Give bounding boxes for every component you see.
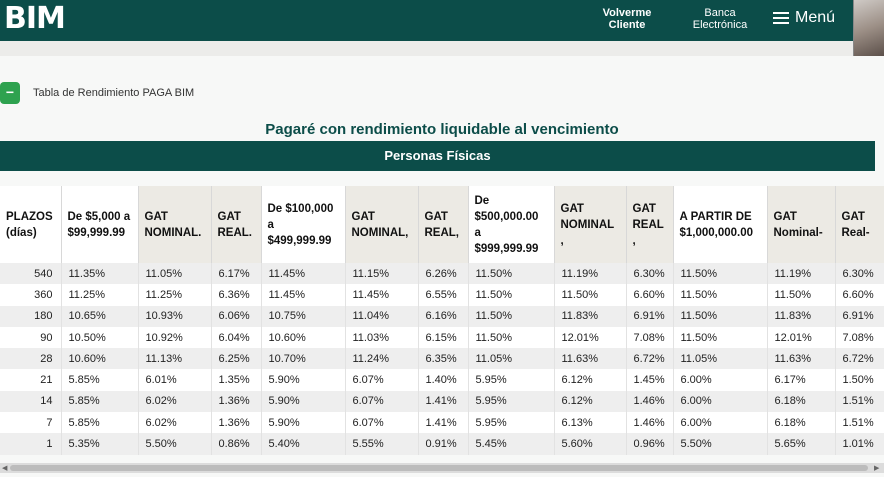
nav-banca-electronica[interactable]	[688, 7, 752, 31]
table-cell: 6.07%	[345, 369, 418, 390]
table-cell: 6.17%	[767, 369, 835, 390]
accordion-collapse-button[interactable]	[0, 82, 20, 104]
table-cell: 1.51%	[835, 412, 884, 433]
table-cell: 6.16%	[418, 306, 468, 327]
nav-volverme-cliente[interactable]	[597, 7, 657, 31]
table-cell: 6.00%	[673, 412, 767, 433]
table-cell: 11.24%	[345, 348, 418, 369]
header-gat-nominal-2: GAT NOMINAL,	[345, 186, 418, 263]
table-cell: 5.85%	[61, 412, 138, 433]
table-cell: 11.50%	[468, 263, 554, 284]
table-cell: 6.26%	[418, 263, 468, 284]
table-cell: 0.91%	[418, 433, 468, 454]
table-cell: 6.60%	[626, 284, 673, 305]
cell-plazo: 14	[0, 391, 61, 412]
table-row	[0, 433, 884, 454]
table-cell: 11.15%	[345, 263, 418, 284]
table-cell: 11.35%	[61, 263, 138, 284]
table-cell: 5.95%	[468, 391, 554, 412]
table-cell: 6.25%	[211, 348, 261, 369]
table-cell: 11.13%	[138, 348, 211, 369]
table-cell: 5.50%	[138, 433, 211, 454]
table-cell: 6.36%	[211, 284, 261, 305]
scroll-left-icon[interactable]: ◀	[2, 465, 8, 472]
table-cell: 10.65%	[61, 306, 138, 327]
table-row	[0, 412, 884, 433]
table-cell: 1.46%	[626, 391, 673, 412]
table-cell: 6.18%	[767, 391, 835, 412]
table-cell: 11.05%	[673, 348, 767, 369]
table-cell: 1.01%	[835, 433, 884, 454]
table-cell: 11.45%	[261, 263, 345, 284]
cell-plazo: 540	[0, 263, 61, 284]
minus-icon: −	[5, 84, 15, 100]
table-cell: 11.45%	[345, 284, 418, 305]
table-cell: 1.46%	[626, 412, 673, 433]
header-tier-1: De $5,000 a $99,999.99	[61, 186, 138, 263]
table-cell: 11.63%	[767, 348, 835, 369]
table-row	[0, 327, 884, 348]
table-cell: 1.40%	[418, 369, 468, 390]
bim-logo[interactable]	[4, 3, 65, 35]
table-cell: 11.50%	[767, 284, 835, 305]
table-cell: 11.50%	[554, 284, 626, 305]
page-title: Pagaré con rendimiento liquidable al vencimiento	[265, 121, 619, 138]
nav-volverme-cliente-label: Volverme Cliente	[602, 7, 652, 31]
table-row	[0, 306, 884, 327]
cell-plazo: 360	[0, 284, 61, 305]
table-cell: 7.08%	[835, 327, 884, 348]
webcam-overlay	[853, 0, 884, 57]
table-cell: 11.50%	[673, 284, 767, 305]
table-cell: 6.17%	[211, 263, 261, 284]
table-cell: 11.50%	[673, 327, 767, 348]
yield-table	[0, 186, 884, 455]
scrollbar-thumb[interactable]	[10, 465, 868, 471]
table-cell: 11.05%	[138, 263, 211, 284]
table-row	[0, 263, 884, 284]
table-row	[0, 284, 884, 305]
table-cell: 1.41%	[418, 391, 468, 412]
header-gat-nominal-1: GAT NOMINAL.	[138, 186, 211, 263]
table-cell: 6.18%	[767, 412, 835, 433]
header-gat-nominal-3: GAT NOMINAL ,	[554, 186, 626, 263]
table-row	[0, 391, 884, 412]
header-tier-3: De $500,000.00 a $999,999.99	[468, 186, 554, 263]
table-cell: 11.50%	[673, 306, 767, 327]
table-cell: 6.55%	[418, 284, 468, 305]
table-cell: 11.50%	[468, 306, 554, 327]
table-cell: 6.00%	[673, 369, 767, 390]
table-cell: 6.02%	[138, 391, 211, 412]
table-cell: 10.92%	[138, 327, 211, 348]
table-cell: 5.85%	[61, 391, 138, 412]
table-cell: 12.01%	[554, 327, 626, 348]
table-cell: 5.55%	[345, 433, 418, 454]
table-cell: 11.19%	[554, 263, 626, 284]
table-cell: 6.01%	[138, 369, 211, 390]
cell-plazo: 90	[0, 327, 61, 348]
section-band: Personas Físicas	[0, 141, 875, 171]
table-cell: 6.04%	[211, 327, 261, 348]
cell-plazo: 28	[0, 348, 61, 369]
table-cell: 11.25%	[138, 284, 211, 305]
cell-plazo: 180	[0, 306, 61, 327]
table-cell: 1.41%	[418, 412, 468, 433]
table-cell: 11.19%	[767, 263, 835, 284]
header-gat-real-3: GAT REAL ,	[626, 186, 673, 263]
table-cell: 11.63%	[554, 348, 626, 369]
table-cell: 5.90%	[261, 391, 345, 412]
table-cell: 10.75%	[261, 306, 345, 327]
table-header-row	[0, 186, 884, 263]
table-cell: 5.45%	[468, 433, 554, 454]
table-cell: 5.50%	[673, 433, 767, 454]
table-cell: 7.08%	[626, 327, 673, 348]
header-divider-strip	[0, 41, 853, 56]
table-cell: 5.90%	[261, 412, 345, 433]
header-gat-real-4: GAT Real-	[835, 186, 884, 263]
table-cell: 10.60%	[61, 348, 138, 369]
table-cell: 6.13%	[554, 412, 626, 433]
header-plazos: PLAZOS (días)	[0, 186, 61, 263]
table-cell: 6.30%	[835, 263, 884, 284]
table-row	[0, 348, 884, 369]
cell-plazo: 21	[0, 369, 61, 390]
table-row	[0, 369, 884, 390]
table-cell: 11.83%	[554, 306, 626, 327]
table-cell: 5.85%	[61, 369, 138, 390]
table-cell: 1.36%	[211, 412, 261, 433]
table-cell: 5.65%	[767, 433, 835, 454]
table-cell: 5.60%	[554, 433, 626, 454]
logo-text: BIM	[4, 1, 65, 36]
cell-plazo: 1	[0, 433, 61, 454]
table-cell: 6.91%	[835, 306, 884, 327]
table-cell: 5.40%	[261, 433, 345, 454]
table-cell: 6.06%	[211, 306, 261, 327]
table-cell: 10.50%	[61, 327, 138, 348]
table-cell: 10.70%	[261, 348, 345, 369]
hamburger-icon	[773, 12, 789, 24]
table-cell: 11.04%	[345, 306, 418, 327]
header-gat-real-1: GAT REAL.	[211, 186, 261, 263]
table-cell: 5.90%	[261, 369, 345, 390]
table-cell: 6.00%	[673, 391, 767, 412]
table-cell: 11.50%	[673, 263, 767, 284]
table-cell: 12.01%	[767, 327, 835, 348]
table-cell: 6.12%	[554, 369, 626, 390]
table-cell: 11.45%	[261, 284, 345, 305]
table-cell: 0.86%	[211, 433, 261, 454]
table-cell: 6.91%	[626, 306, 673, 327]
table-cell: 6.02%	[138, 412, 211, 433]
table-cell: 6.30%	[626, 263, 673, 284]
header-gat-real-2: GAT REAL,	[418, 186, 468, 263]
table-cell: 11.05%	[468, 348, 554, 369]
cell-plazo: 7	[0, 412, 61, 433]
table-cell: 6.07%	[345, 391, 418, 412]
table-body	[0, 263, 884, 455]
header-tier-4: A PARTIR DE $1,000,000.00	[673, 186, 767, 263]
table-cell: 6.72%	[626, 348, 673, 369]
table-cell: 11.50%	[468, 327, 554, 348]
table-cell: 6.07%	[345, 412, 418, 433]
table-cell: 1.35%	[211, 369, 261, 390]
menu-button[interactable]	[773, 9, 835, 27]
table-cell: 5.95%	[468, 369, 554, 390]
table-cell: 1.50%	[835, 369, 884, 390]
table-cell: 10.60%	[261, 327, 345, 348]
accordion-label[interactable]: Tabla de Rendimiento PAGA BIM	[33, 87, 195, 99]
table-cell: 6.60%	[835, 284, 884, 305]
site-header	[0, 0, 884, 41]
table-cell: 5.95%	[468, 412, 554, 433]
header-tier-2: De $100,000 a $499,999.99	[261, 186, 345, 263]
table-cell: 0.96%	[626, 433, 673, 454]
table-cell: 6.35%	[418, 348, 468, 369]
table-cell: 11.03%	[345, 327, 418, 348]
table-cell: 6.72%	[835, 348, 884, 369]
menu-label: Menú	[795, 9, 836, 26]
table-cell: 5.35%	[61, 433, 138, 454]
table-cell: 1.51%	[835, 391, 884, 412]
table-cell: 10.93%	[138, 306, 211, 327]
table-cell: 1.36%	[211, 391, 261, 412]
table-cell: 11.83%	[767, 306, 835, 327]
table-cell: 1.45%	[626, 369, 673, 390]
header-gat-nominal-4: GAT Nominal-	[767, 186, 835, 263]
table-cell: 6.15%	[418, 327, 468, 348]
table-cell: 11.25%	[61, 284, 138, 305]
table-cell: 6.12%	[554, 391, 626, 412]
nav-banca-electronica-label: Banca Electrónica	[692, 7, 748, 31]
table-cell: 11.50%	[468, 284, 554, 305]
scroll-right-icon[interactable]: ▶	[874, 465, 880, 472]
